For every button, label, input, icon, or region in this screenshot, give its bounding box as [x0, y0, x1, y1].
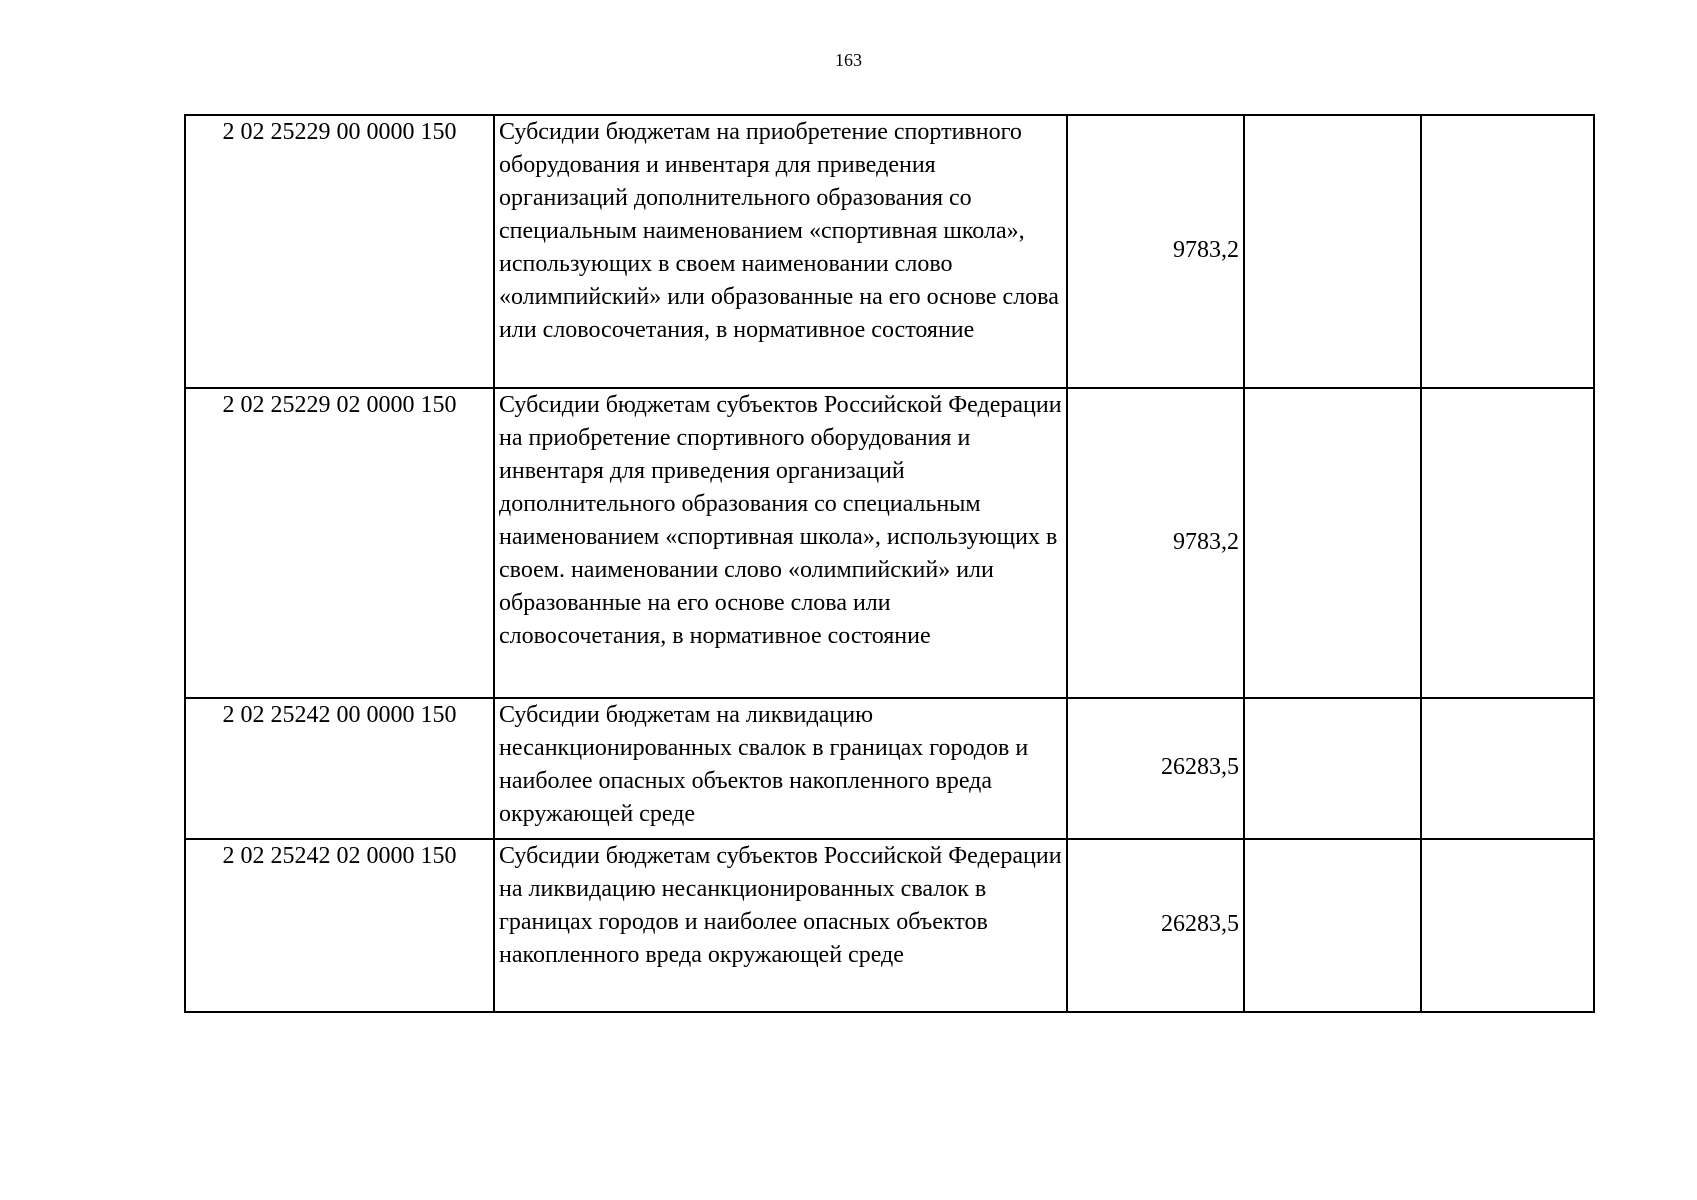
- empty-cell: [1244, 839, 1421, 1012]
- budget-code-cell: 2 02 25242 00 0000 150: [185, 698, 494, 839]
- empty-cell: [1421, 115, 1594, 388]
- page-number: 163: [835, 50, 862, 70]
- amount-cell: 26283,5: [1067, 839, 1244, 1012]
- table-row: [185, 839, 1594, 1012]
- description-cell: Субсидии бюджетам на приобретение спортивного оборудования и инвентаря для приведения организаций дополнительного образования со специальным наименованием «спортивная школа», использующих в своем наименовании слово «олимпийский» или образованные на его основе слова или словосочетания, в нормативное состояние: [494, 115, 1067, 388]
- budget-table: [184, 114, 1595, 1013]
- table-row: [185, 388, 1594, 698]
- description-cell: Субсидии бюджетам субъектов Российской Федерации на ликвидацию несанкционированных свалок в границах городов и наиболее опасных объектов накопленного вреда окружающей среде: [494, 839, 1067, 1012]
- empty-cell: [1244, 388, 1421, 698]
- amount-cell: 9783,2: [1067, 388, 1244, 698]
- empty-cell: [1421, 388, 1594, 698]
- budget-code-cell: 2 02 25229 02 0000 150: [185, 388, 494, 698]
- table-row: [185, 698, 1594, 839]
- budget-code-cell: 2 02 25229 00 0000 150: [185, 115, 494, 388]
- table-row: [185, 115, 1594, 388]
- empty-cell: [1244, 698, 1421, 839]
- empty-cell: [1244, 115, 1421, 388]
- empty-cell: [1421, 839, 1594, 1012]
- amount-cell: 9783,2: [1067, 115, 1244, 388]
- description-cell: Субсидии бюджетам на ликвидацию несанкционированных свалок в границах городов и наиболее опасных объектов накопленного вреда окружающей среде: [494, 698, 1067, 839]
- budget-code-cell: 2 02 25242 02 0000 150: [185, 839, 494, 1012]
- description-cell: Субсидии бюджетам субъектов Российской Федерации на приобретение спортивного оборудования и инвентаря для приведения организаций дополнительного образования со специальным наименованием «спортивная школа», использующих в своем. наименовании слово «олимпийский» или образованные на его основе слова или словосочетания, в нормативное состояние: [494, 388, 1067, 698]
- empty-cell: [1421, 698, 1594, 839]
- amount-cell: 26283,5: [1067, 698, 1244, 839]
